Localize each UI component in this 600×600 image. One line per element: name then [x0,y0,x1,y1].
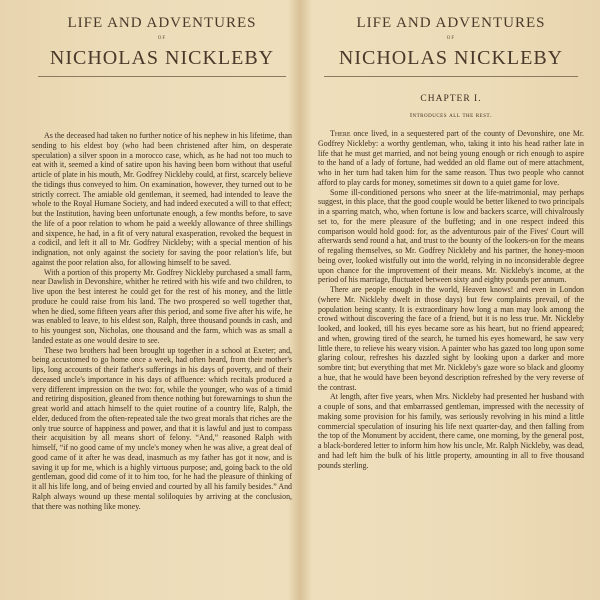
paragraph: Some ill-conditioned persons who sneer at the life-matrimonial, may perhaps suggest, in this place, that the good couple would be better likened to two principals in a sparring match, who, when fortune is low and backers scarce, will chivalrously set to, for the mere pleasure of the buffeting; and in one respect indeed this comparison would hold good: for, as the adventurous pair of the Fives' Court will afterwards send round a hat, and trust to the bounty of the lookers-on for the means of regaling themselves, so Mr. Godfrey Nickleby and his partner, the honey-moon being over, looked wistfully out into the world, relying in no inconsiderable degree upon chance for the improvement of their means. Mr. Nickleby's income, at the period of his marriage, fluctuated between sixty and eighty pounds per annum. [318,187,584,285]
paragraph: At length, after five years, when Mrs. Nickleby had presented her husband with a couple of sons, and that embarrassed gentleman, impressed with the necessity of making some provision for his family, was seriously revolving in his mind a little commercial speculation of insuring his life next quarter-day, and then falling from the top of the Monument by accident, there came, one morning, by the general post, a black-bordered letter to inform him how his uncle, Mr. Ralph Nickleby, was dead, and had left him the bulk of his little property, amounting in all to five thousand pounds sterling. [318,392,584,470]
paragraph: With a portion of this property Mr. Godfrey Nickleby purchased a small farm, near Dawlish in Devonshire, whither he retired with his wife and two children, to live upon the best interest he could get for the rest of his money, and the little produce he could raise from his land. The two prospered so well together that, when he died, some fifteen years after this period, and some five after his wife, he was enabled to leave, to his eldest son, Ralph, three thousand pounds in cash, and to his youngest son, Nicholas, one thousand and the farm, which was as small a landed estate as one would desire to see. [32,267,292,345]
opening-word: There [330,129,351,138]
header-rule [324,76,578,77]
running-head-of: OF [446,36,456,41]
chapter-subtitle: Introduces all the rest. [409,112,493,119]
running-head-of: OF [157,36,167,41]
chapter-heading: CHAPTER I. [420,94,482,104]
running-head-title: LIFE AND ADVENTURES [356,15,546,31]
paragraph: As the deceased had taken no further notice of his nephew in his lifetime, than sending to his eldest boy (who had been christened after him, on desperate speculation) a silver spoon in a morocco case, which, as he had not too much to eat with it, seemed a kind of satire upon his having been born without that useful article of plate in his mouth, Mr. Godfrey Nickleby could, at first, scarcely believe the tidings thus conveyed to him. On examination, however, they turned out to be strictly correct. The amiable old gentleman, it seemed, had intended to leave the whole to the Royal Humane Society, and had indeed executed a will to that effect; but the Institution, having been unfortunate enough, a few months before, to save the life of a poor relation to whom he paid a weekly allowance of three shillings and sixpence, he had, in a fit of very natural exasperation, revoked the bequest in a codicil, and left it all to Mr. Godfrey Nickleby; with a special mention of his indignation, not only against the society for saving the poor relation's life, but against the poor relation also, for allowing himself to be saved. [32,131,292,267]
opening-paragraph [318,129,584,188]
header-rule [38,76,286,77]
right-body-text [318,129,584,470]
left-body-text [32,131,292,511]
running-head-name: NICHOLAS NICKLEBY [49,47,275,69]
running-head-name: NICHOLAS NICKLEBY [338,47,564,69]
paragraph: There are people enough in the world, Heaven knows! and even in London (where Mr. Nickleby dwelt in those days) but few complaints prevail, of the population being scanty. It is extraordinary how long a man may look among the crowd without discovering the face of a friend, but it is no less true. Mr. Nickleby looked, and looked, till his eyes became sore as his heart, but no friend appeared; and when, growing tired of the search, he turned his eyes homeward, he saw very little there, to relieve his weary vision. A painter who has gazed too long upon some glaring colour, refreshes his dazzled sight by looking upon a darker and more sombre tint; but everything that met Mr. Nickleby's gaze wore so black and gloomy a hue, that he would have been beyond description refreshed by the very reverse of the contrast. [318,285,584,392]
paragraph: These two brothers had been brought up together in a school at Exeter; and, being accustomed to go home once a week, had often heard, from their mother's lips, long accounts of their father's sufferings in his days of poverty, and of their deceased uncle's importance in his days of affluence: which recitals produced a very different impression on the two: for, while the younger, who was of a timid and retiring disposition, gleaned from thence nothing but forewarnings to shun the great world and attach himself to the quiet routine of a country life, Ralph, the elder, deduced from the often-repeated tale the two great morals that riches are the only true source of happiness and power, and that it is lawful and just to compass their acquisition by all means short of felony. “And,” reasoned Ralph with himself, “if no good came of my uncle's money when he was alive, a great deal of good came of it after he was dead, inasmuch as my father has got it now, and is saving it up for me, which is a highly virtuous purpose; and, going back to the old gentleman, good did come of it to him too, for he had the pleasure of thinking of it all his life long, and of being envied and courted by all his family besides.” And Ralph always wound up these mental soliloquies by arriving at the conclusion, that there was nothing like money. [32,345,292,511]
right-page [300,0,600,600]
opening-paragraph-text: once lived, in a sequestered part of the county of Devonshire, one Mr. Godfrey Nickleby: a worthy gentleman, who, taking it into his head rather late in life that he must get married, and not being young enough or rich enough to aspire to the hand of a lady of fortune, had wedded an old flame out of mere attachment, who in her turn had taken him for the same reason. Thus two people who cannot afford to play cards for money, sometimes sit down to a quiet game for love. [318,129,584,187]
running-head-title: LIFE AND ADVENTURES [67,15,257,31]
